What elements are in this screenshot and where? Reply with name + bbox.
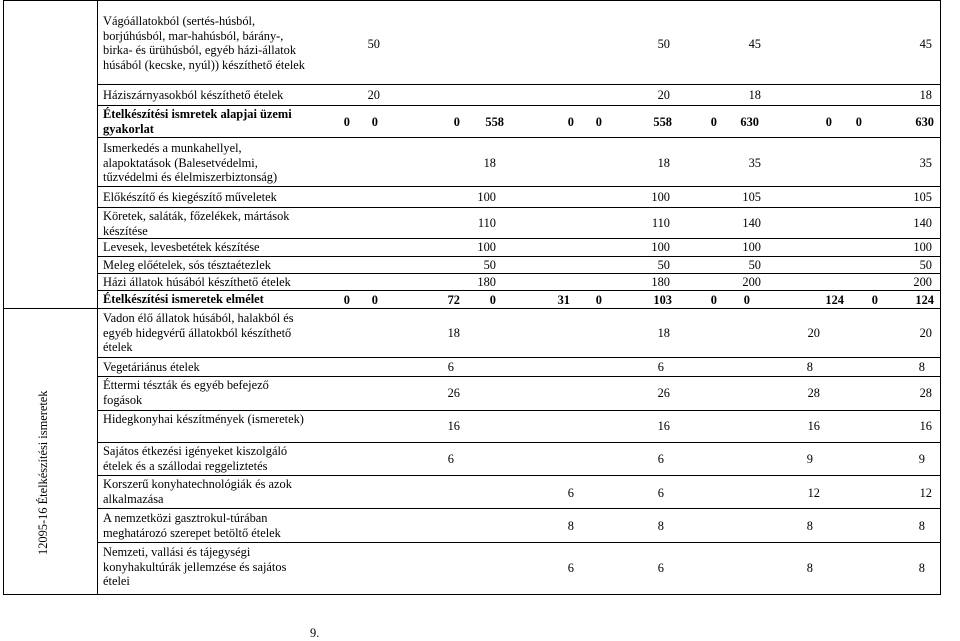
row-label: Házi állatok húsából készíthető ételek bbox=[103, 275, 291, 289]
value-cell: 0 bbox=[710, 115, 717, 129]
value-cell: 16 bbox=[807, 419, 820, 433]
value-cell: 50 bbox=[919, 258, 932, 272]
value-cell: 50 bbox=[748, 258, 761, 272]
row-label: Nemzeti, vallási és tájegységi konyhakultúrák jellemzése és sajátos ételei bbox=[103, 545, 287, 589]
value-cell: 180 bbox=[651, 275, 670, 289]
value-cell: 100 bbox=[477, 240, 496, 254]
row-divider bbox=[97, 256, 941, 257]
value-cell: 9 bbox=[918, 452, 925, 466]
value-cell: 6 bbox=[657, 486, 664, 500]
value-cell: 100 bbox=[742, 240, 761, 254]
value-cell: 18 bbox=[483, 156, 496, 170]
value-cell: 140 bbox=[913, 216, 932, 230]
value-cell: 20 bbox=[919, 326, 932, 340]
value-cell: 0 bbox=[371, 293, 378, 307]
value-cell: 8 bbox=[806, 561, 813, 575]
value-cell: 0 bbox=[371, 115, 378, 129]
row-label: Ételkészítési ismretek alapjai üzemi gyakorlat bbox=[103, 107, 292, 136]
value-cell: 6 bbox=[657, 561, 664, 575]
row-label: Köretek, saláták, főzelékek, mártások készítése bbox=[103, 209, 290, 238]
value-cell: 0 bbox=[710, 293, 717, 307]
value-cell: 630 bbox=[915, 115, 934, 129]
value-cell: 50 bbox=[657, 258, 670, 272]
row-label: Sajátos étkezési igényeket kiszolgáló ételek és a szállodai reggeliztetés bbox=[103, 444, 288, 473]
value-cell: 0 bbox=[595, 115, 602, 129]
value-cell: 124 bbox=[825, 293, 844, 307]
row-divider bbox=[97, 84, 941, 85]
row-label: A nemzetközi gasztrokul-túrában meghatározó szerepet betöltő ételek bbox=[103, 511, 281, 540]
value-cell: 6 bbox=[657, 452, 664, 466]
row-divider bbox=[97, 376, 941, 377]
row-label: Előkészítő és kiegészítő műveletek bbox=[103, 190, 277, 204]
row-divider bbox=[3, 308, 941, 309]
value-cell: 100 bbox=[477, 190, 496, 204]
value-cell: 180 bbox=[477, 275, 496, 289]
value-cell: 28 bbox=[919, 386, 932, 400]
value-cell: 20 bbox=[657, 88, 670, 102]
value-cell: 0 bbox=[343, 293, 350, 307]
table-border-bottom bbox=[3, 594, 941, 595]
value-cell: 8 bbox=[567, 519, 574, 533]
row-label: Vadon élő állatok húsából, halakból és egyéb hidegvérű állatokból készíthető ételek bbox=[103, 311, 294, 355]
value-cell: 110 bbox=[651, 216, 670, 230]
value-cell: 558 bbox=[653, 115, 672, 129]
row-label: Ismerkedés a munkahellyel, alapoktatások (Balesetvédelmi, tűzvédelmi és élelmiszerbiztonság) bbox=[103, 141, 278, 185]
row-divider bbox=[97, 542, 941, 543]
row-divider bbox=[97, 105, 941, 106]
value-cell: 100 bbox=[651, 240, 670, 254]
row-label: Háziszárnyasokból készíthető ételek bbox=[103, 88, 284, 102]
value-cell: 200 bbox=[742, 275, 761, 289]
value-cell: 16 bbox=[447, 419, 460, 433]
value-cell: 20 bbox=[807, 326, 820, 340]
value-cell: 103 bbox=[653, 293, 672, 307]
value-cell: 200 bbox=[913, 275, 932, 289]
value-cell: 0 bbox=[343, 115, 350, 129]
table-border-top bbox=[3, 0, 941, 1]
row-divider bbox=[97, 410, 941, 411]
row-divider bbox=[97, 508, 941, 509]
value-cell: 6 bbox=[567, 486, 574, 500]
value-cell: 100 bbox=[913, 240, 932, 254]
value-cell: 110 bbox=[477, 216, 496, 230]
value-cell: 0 bbox=[855, 115, 862, 129]
row-divider bbox=[97, 475, 941, 476]
row-divider bbox=[97, 186, 941, 187]
value-cell: 31 bbox=[557, 293, 570, 307]
row-label: Ételkészítési ismeretek elmélet bbox=[103, 292, 264, 306]
value-cell: 0 bbox=[489, 293, 496, 307]
value-cell: 0 bbox=[743, 293, 750, 307]
value-cell: 35 bbox=[748, 156, 761, 170]
row-label: Éttermi tészták és egyéb befejező fogások bbox=[103, 378, 269, 407]
value-cell: 26 bbox=[447, 386, 460, 400]
value-cell: 0 bbox=[825, 115, 832, 129]
value-cell: 100 bbox=[651, 190, 670, 204]
value-cell: 18 bbox=[748, 88, 761, 102]
value-cell: 6 bbox=[567, 561, 574, 575]
row-label: Levesek, levesbetétek készítése bbox=[103, 240, 260, 254]
table-border-label-col bbox=[97, 0, 98, 595]
value-cell: 9 bbox=[806, 452, 813, 466]
value-cell: 50 bbox=[657, 37, 670, 51]
row-label: Meleg előételek, sós tésztaétezlek bbox=[103, 258, 271, 272]
value-cell: 0 bbox=[595, 293, 602, 307]
value-cell: 558 bbox=[485, 115, 504, 129]
module-side-label-cell bbox=[0, 0, 94, 639]
value-cell: 16 bbox=[919, 419, 932, 433]
value-cell: 18 bbox=[657, 156, 670, 170]
value-cell: 124 bbox=[915, 293, 934, 307]
value-cell: 105 bbox=[742, 190, 761, 204]
value-cell: 26 bbox=[657, 386, 670, 400]
row-divider bbox=[97, 273, 941, 274]
value-cell: 18 bbox=[919, 88, 932, 102]
table-border-right bbox=[940, 0, 941, 595]
page-number: 9. bbox=[310, 626, 320, 640]
value-cell: 630 bbox=[740, 115, 759, 129]
row-label: Korszerű konyhatechnológiák és azok alkalmazása bbox=[103, 477, 292, 506]
value-cell: 8 bbox=[918, 561, 925, 575]
value-cell: 140 bbox=[742, 216, 761, 230]
value-cell: 28 bbox=[807, 386, 820, 400]
value-cell: 20 bbox=[367, 88, 380, 102]
row-divider bbox=[97, 290, 941, 291]
value-cell: 0 bbox=[871, 293, 878, 307]
value-cell: 45 bbox=[748, 37, 761, 51]
row-label: Vágóállatokból (sertés-húsból, borjúhúsból, mar-hahúsból, bárány-, birka- és ürühúsból, egyéb házi-állatok húsából (kecske, nyúl)) készíthető ételek bbox=[103, 14, 305, 72]
value-cell: 0 bbox=[567, 115, 574, 129]
value-cell: 12 bbox=[919, 486, 932, 500]
value-cell: 50 bbox=[483, 258, 496, 272]
row-label: Hidegkonyhai készítmények (ismeretek) bbox=[103, 412, 304, 426]
value-cell: 6 bbox=[447, 360, 454, 374]
value-cell: 105 bbox=[913, 190, 932, 204]
row-divider bbox=[97, 137, 941, 138]
value-cell: 8 bbox=[918, 360, 925, 374]
value-cell: 6 bbox=[447, 452, 454, 466]
value-cell: 18 bbox=[447, 326, 460, 340]
value-cell: 0 bbox=[453, 115, 460, 129]
value-cell: 12 bbox=[807, 486, 820, 500]
module-side-label: 12095-16 Ételkészítési ismeretek bbox=[36, 390, 50, 555]
row-divider bbox=[97, 357, 941, 358]
value-cell: 16 bbox=[657, 419, 670, 433]
row-label: Vegetáriánus ételek bbox=[103, 360, 200, 374]
value-cell: 35 bbox=[919, 156, 932, 170]
value-cell: 8 bbox=[657, 519, 664, 533]
value-cell: 8 bbox=[806, 360, 813, 374]
value-cell: 6 bbox=[657, 360, 664, 374]
row-divider bbox=[97, 442, 941, 443]
value-cell: 45 bbox=[919, 37, 932, 51]
value-cell: 72 bbox=[447, 293, 460, 307]
value-cell: 8 bbox=[806, 519, 813, 533]
value-cell: 8 bbox=[918, 519, 925, 533]
value-cell: 18 bbox=[657, 326, 670, 340]
value-cell: 50 bbox=[367, 37, 380, 51]
row-divider bbox=[97, 207, 941, 208]
